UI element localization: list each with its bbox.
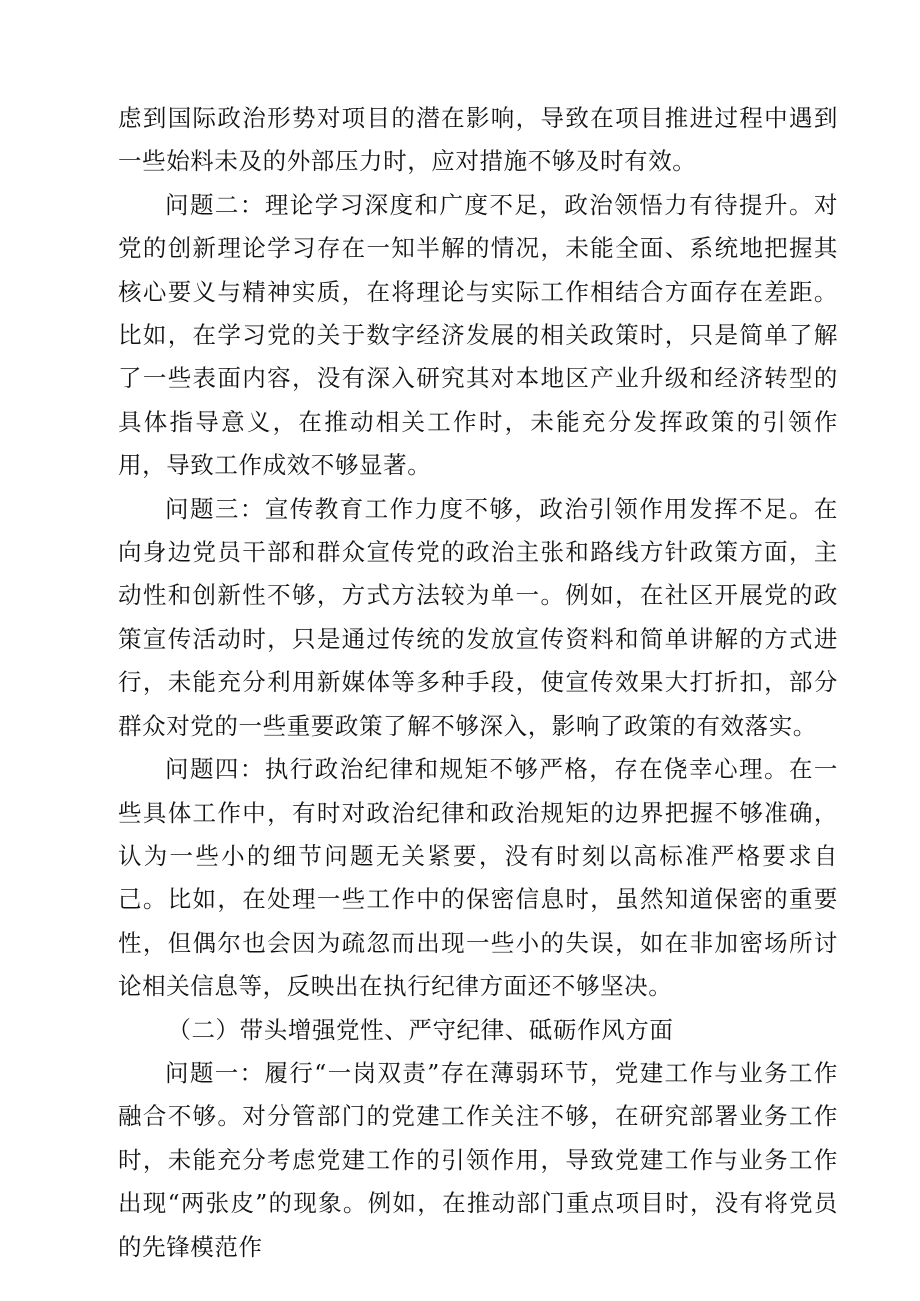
paragraph-issue-two: 问题二：理论学习深度和广度不足，政治领悟力有待提升。对党的创新理论学习存在一知半解的情况，未能全面、系统地把握其核心要义与精神实质，在将理论与实际工作相结合方面存在差距。比如，在学习党的关于数字经济发展的相关政策时，只是简单了解了一些表面内容，没有深入研究其对本地区产业升级和经济转型的具体指导意义，在推动相关工作时，未能充分发挥政策的引领作用，导致工作成效不够显著。 <box>118 190 838 480</box>
section-heading: （二）带头增强党性、严守纪律、砥砺作风方面 <box>167 1015 674 1044</box>
paragraph-issue-three: 问题三：宣传教育工作力度不够，政治引领作用发挥不足。在向身边党员干部和群众宣传党的政治主张和路线方针政策方面，主动性和创新性不够，方式方法较为单一。例如，在社区开展党的政策宣传活动时，只是通过传统的发放宣传资料和简单讲解的方式进行，未能充分利用新媒体等多种手段，使宣传效果大打折扣，部分群众对党的一些重要政策了解不够深入，影响了政策的有效落实。 <box>118 494 838 740</box>
paragraph-issue-one: 问题一：履行“一岗双责”存在薄弱环节，党建工作与业务工作融合不够。对分管部门的党建工作关注不够，在研究部署业务工作时，未能充分考虑党建工作的引领作用，导致党建工作与业务工作出现“两张皮”的现象。例如，在推动部门重点项目时，没有将党员的先锋模范作 <box>118 1058 838 1261</box>
paragraph-continuation: 虑到国际政治形势对项目的潜在影响，导致在项目推进过程中遇到一些始料未及的外部压力时，应对措施不够及时有效。 <box>118 104 838 176</box>
document-body <box>118 97 838 1269</box>
paragraph-issue-four: 问题四：执行政治纪律和规矩不够严格，存在侥幸心理。在一些具体工作中，有时对政治纪律和政治规矩的边界把握不够准确，认为一些小的细节问题无关紧要，没有时刻以高标准严格要求自己。比如，在处理一些工作中的保密信息时，虽然知道保密的重要性，但偶尔也会因为疏忽而出现一些小的失误，如在非加密场所讨论相关信息等，反映出在执行纪律方面还不够坚决。 <box>118 755 838 1001</box>
